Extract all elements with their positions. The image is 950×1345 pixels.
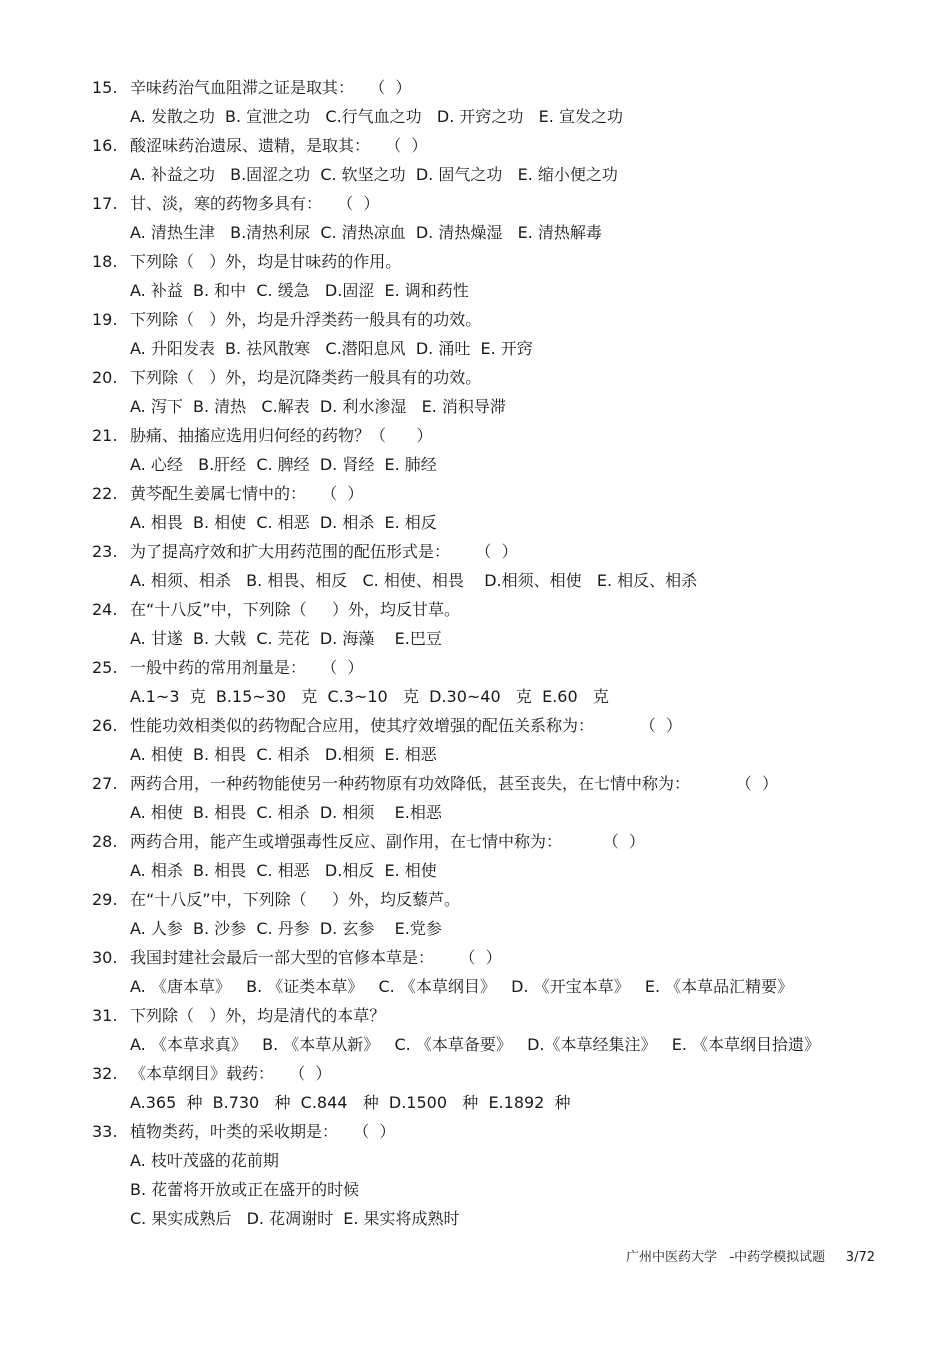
answer-options: A. 补益之功 B.固涩之功 C. 软坚之功 D. 固气之功 E. 缩小便之功 — [130, 165, 618, 184]
answer-options: A. 甘遂 B. 大戟 C. 芫花 D. 海藻 E.巴豆 — [130, 629, 442, 648]
question-20 — [92, 368, 481, 388]
question-22 — [92, 484, 363, 504]
question-text: 下列除（ ）外，均是清代的本草？ — [130, 1006, 386, 1025]
question-text: 在“十八反”中，下列除（ ）外，均反甘草。 — [130, 600, 461, 619]
question-number: 27. — [92, 774, 118, 793]
question-23 — [92, 542, 518, 562]
answer-options: A. 人参 B. 沙参 C. 丹参 D. 玄参 E.党参 — [130, 919, 442, 938]
question-number: 25. — [92, 658, 118, 677]
question-number: 22. — [92, 484, 118, 503]
answer-options: A.365 种 B.730 种 C.844 种 D.1500 种 E.1892 种 — [130, 1093, 571, 1112]
question-number: 31. — [92, 1006, 118, 1025]
question-number: 20. — [92, 368, 118, 387]
question-32 — [92, 1064, 331, 1084]
answer-options: A. 枝叶茂盛的花前期 — [130, 1151, 279, 1170]
question-number: 29. — [92, 890, 118, 909]
answer-options: A. 相须、相杀 B. 相畏、相反 C. 相使、相畏 D.相须、相使 E. 相反、相杀 — [130, 571, 698, 590]
question-21 — [92, 426, 433, 446]
question-text: 辛味药治气血阻滞之证是取其： （ ） — [130, 78, 412, 97]
question-19 — [92, 310, 481, 330]
question-number: 24. — [92, 600, 118, 619]
question-17 — [92, 194, 379, 214]
answer-options: A. 相使 B. 相畏 C. 相杀 D. 相须 E.相恶 — [130, 803, 442, 822]
page-footer: 广州中医药大学 -中药学模拟试题 3/72 — [626, 1250, 875, 1265]
question-number: 32. — [92, 1064, 118, 1083]
question-25 — [92, 658, 363, 678]
question-27 — [92, 774, 778, 794]
question-text: 我国封建社会最后一部大型的官修本草是： （ ） — [130, 948, 502, 967]
question-26 — [92, 716, 682, 736]
question-text: 《本草纲目》载药： （ ） — [130, 1064, 332, 1083]
question-number: 33. — [92, 1122, 118, 1141]
question-15 — [92, 78, 411, 98]
answer-options: C. 果实成熟后 D. 花凋谢时 E. 果实将成熟时 — [130, 1209, 460, 1228]
question-text: 两药合用，一种药物能使另一种药物原有功效降低，甚至丧失，在七情中称为： （ ） — [130, 774, 778, 793]
question-text: 胁痛、抽搐应选用归何经的药物？（ ） — [130, 426, 433, 445]
answer-options: B. 花蕾将开放或正在盛开的时候 — [130, 1180, 360, 1199]
question-text: 下列除（ ）外，均是升浮类药一般具有的功效。 — [130, 310, 482, 329]
question-text: 植物类药，叶类的采收期是： （ ） — [130, 1122, 396, 1141]
question-text: 酸涩味药治遗尿、遗精，是取其： （ ） — [130, 136, 428, 155]
question-16 — [92, 136, 427, 156]
question-24 — [92, 600, 460, 620]
answer-options: A. 相杀 B. 相畏 C. 相恶 D.相反 E. 相使 — [130, 861, 437, 880]
question-number: 21. — [92, 426, 118, 445]
question-number: 18. — [92, 252, 118, 271]
answer-options: A. 升阳发表 B. 祛风散寒 C.潜阳息风 D. 涌吐 E. 开窍 — [130, 339, 533, 358]
answer-options: A. 心经 B.肝经 C. 脾经 D. 肾经 E. 肺经 — [130, 455, 437, 474]
question-text: 下列除（ ）外，均是沉降类药一般具有的功效。 — [130, 368, 482, 387]
question-31 — [92, 1006, 385, 1026]
question-number: 19. — [92, 310, 118, 329]
answer-options: A. 相畏 B. 相使 C. 相恶 D. 相杀 E. 相反 — [130, 513, 437, 532]
question-30 — [92, 948, 502, 968]
question-29 — [92, 890, 460, 910]
question-28 — [92, 832, 645, 852]
question-text: 甘、淡，寒的药物多具有： （ ） — [130, 194, 380, 213]
question-text: 在“十八反”中，下列除（ ）外，均反藜芦。 — [130, 890, 461, 909]
answer-options: A. 发散之功 B. 宣泄之功 C.行气血之功 D. 开窍之功 E. 宣发之功 — [130, 107, 623, 126]
question-text: 下列除（ ）外，均是甘味药的作用。 — [130, 252, 402, 271]
question-text: 黄芩配生姜属七情中的： （ ） — [130, 484, 364, 503]
answer-options: A. 《本草求真》 B. 《本草从新》 C. 《本草备要》 D.《本草经集注》 E. 《本草纲目拾遗》 — [130, 1035, 821, 1054]
answer-options: A. 清热生津 B.清热利尿 C. 清热凉血 D. 清热燥湿 E. 清热解毒 — [130, 223, 602, 242]
question-number: 28. — [92, 832, 118, 851]
question-text: 两药合用，能产生或增强毒性反应、副作用，在七情中称为： （ ） — [130, 832, 645, 851]
question-number: 26. — [92, 716, 118, 735]
question-18 — [92, 252, 401, 272]
question-33 — [92, 1122, 395, 1142]
question-number: 23. — [92, 542, 118, 561]
question-text: 为了提高疗效和扩大用药范围的配伍形式是： （ ） — [130, 542, 518, 561]
answer-options: A. 泻下 B. 清热 C.解表 D. 利水渗湿 E. 消积导滞 — [130, 397, 506, 416]
answer-options: A. 《唐本草》 B. 《证类本草》 C. 《本草纲目》 D. 《开宝本草》 E. 《本草品汇精要》 — [130, 977, 794, 996]
question-text: 性能功效相类似的药物配合应用，使其疗效增强的配伍关系称为： （ ） — [130, 716, 682, 735]
question-number: 30. — [92, 948, 118, 967]
answer-options: A. 补益 B. 和中 C. 缓急 D.固涩 E. 调和药性 — [130, 281, 469, 300]
answer-options: A.1~3 克 B.15~30 克 C.3~10 克 D.30~40 克 E.60 克 — [130, 687, 609, 706]
answer-options: A. 相使 B. 相畏 C. 相杀 D.相须 E. 相恶 — [130, 745, 437, 764]
question-number: 15. — [92, 78, 118, 97]
question-number: 16. — [92, 136, 118, 155]
question-number: 17. — [92, 194, 118, 213]
question-text: 一般中药的常用剂量是： （ ） — [130, 658, 364, 677]
